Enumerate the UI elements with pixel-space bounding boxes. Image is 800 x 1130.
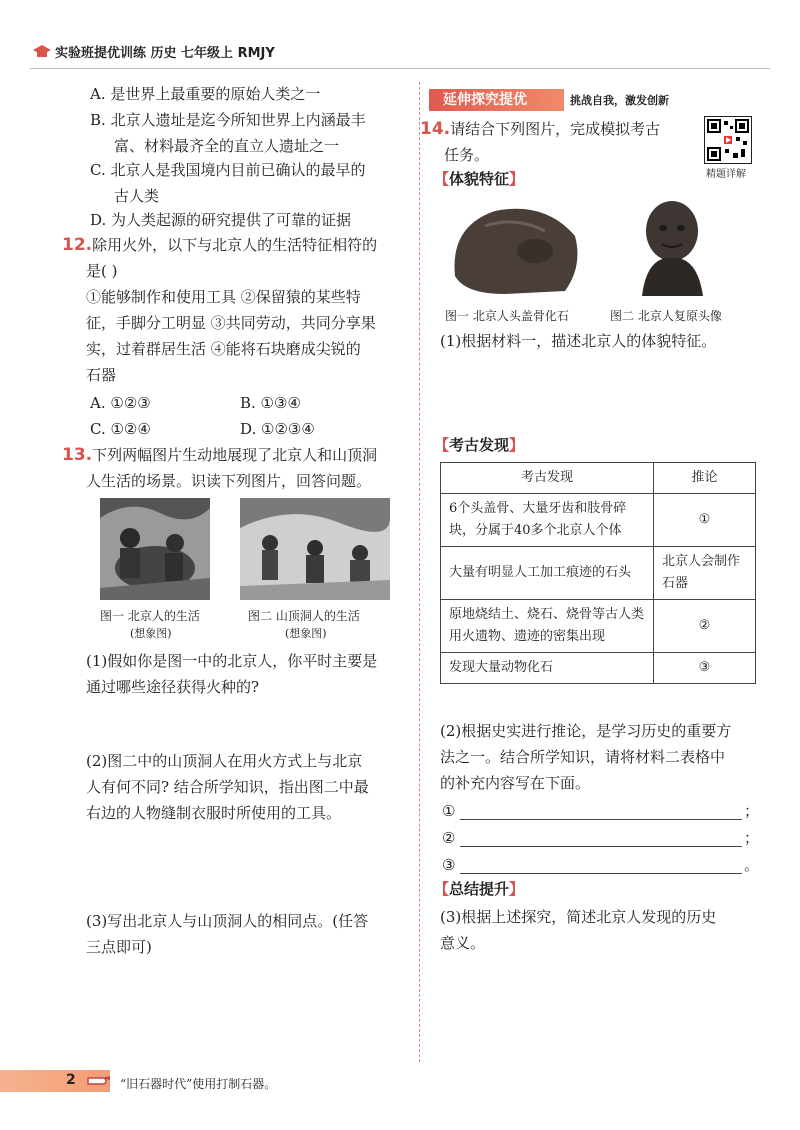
answer-blank-1[interactable]: ① ； — [442, 802, 760, 820]
q12-option-d: D. ①②③④ — [240, 420, 315, 438]
footer-note: “旧石器时代”使用打制石器。 — [120, 1077, 277, 1091]
table-header-row — [441, 463, 756, 494]
q12-option-c: C. ①②④ — [90, 420, 151, 438]
q13-figure2-caption: 图二 山顶洞人的生活 — [248, 609, 360, 623]
table-row: 6个头盖骨、大量牙齿和肢骨碎块，分属于40多个北京人个体 ① — [441, 494, 756, 547]
q13-part1: (1)假如你是图一中的北京人，你平时主要是 通过哪些途径获得火种的? — [86, 652, 378, 696]
peking-man-life-illustration — [100, 498, 210, 600]
page-header-title: 实验班提优训练 历史 七年级上 RMJY — [55, 46, 275, 61]
qr-code-icon[interactable] — [704, 116, 752, 164]
q11-option-d: D. 为人类起源的研究提供了可靠的证据 — [90, 211, 352, 229]
question-13: 13.下列两幅图片生动地展现了北京人和山顶洞 人生活的场景。识读下列图片，回答问题。 — [62, 445, 378, 490]
q11-option-a: A. 是世界上最重要的原始人类之一 — [90, 85, 321, 103]
column-divider — [419, 82, 421, 1062]
q12-option-b: B. ①③④ — [240, 394, 301, 412]
header-divider — [30, 68, 770, 69]
pointing-hand-icon — [86, 1070, 112, 1096]
q14-number: 14. — [420, 119, 451, 139]
q13-figure1-subcaption: (想象图) — [130, 627, 172, 640]
q11-option-b: B. 北京人遗址是迄今所知世界上内涵最丰 富、材料最齐全的直立人遗址之一 — [90, 111, 366, 155]
answer-blank-2[interactable]: ② ； — [442, 829, 760, 847]
table-row: 发现大量动物化石 ③ — [441, 653, 756, 684]
extension-section-subtitle: 挑战自我，激发创新 — [570, 94, 669, 107]
peking-man-bust-image — [627, 196, 717, 300]
table-row: 原地烧结土、烧石、烧骨等古人类用火遗物、遗迹的密集出现 ② — [441, 600, 756, 653]
q11-option-c: C. 北京人是我国境内目前已确认的最早的 古人类 — [90, 161, 366, 205]
q13-part2: (2)图二中的山顶洞人在用火方式上与北京 人有何不同? 结合所学知识，指出图二中最 右边的人物缝制衣服时所使用的工具。 — [86, 752, 369, 822]
section-tag-archaeological-findings: 【考古发现】 — [434, 436, 525, 454]
q14-part2: (2)根据史实进行推论，是学习历史的重要方 法之一。结合所学知识，请将材料二表格中 的补充内容写在下面。 — [440, 722, 732, 792]
q14-part1: (1)根据材料一，描述北京人的体貌特征。 — [440, 332, 717, 350]
q13-figure1-caption: 图一 北京人的生活 — [100, 609, 200, 623]
q14-figure1-caption: 图一 北京人头盖骨化石 — [445, 309, 569, 323]
question-14: 14.请结合下列图片，完成模拟考古 任务。 — [420, 119, 661, 164]
qr-code-label: 精题详解 — [706, 169, 746, 180]
answer-blank-3[interactable]: ③ 。 — [442, 856, 760, 874]
q14-part3: (3)根据上述探究，简述北京人发现的历史 意义。 — [440, 908, 717, 952]
table-header-finding: 考古发现 — [441, 463, 654, 494]
extension-section-banner: 延伸探究提优 — [429, 89, 564, 111]
graduation-cap-icon — [32, 44, 52, 64]
section-tag-physical-features: 【体貌特征】 — [434, 170, 525, 188]
question-12: 12.除用火外，以下与北京人的生活特征相符的 是( ) ①能够制作和使用工具 ②保留猿的某些特 征，手脚分工明显 ③共同劳动，共同分享果 实，过着群居生活 ④能将石块磨成尖锐的 石器 — [62, 235, 378, 384]
q13-number: 13. — [62, 445, 93, 465]
q12-number: 12. — [62, 235, 93, 255]
section-tag-summary: 【总结提升】 — [434, 880, 525, 898]
peking-man-skull-fossil-image — [445, 196, 585, 300]
q12-option-a: A. ①②③ — [90, 394, 151, 412]
upper-cave-man-life-illustration — [240, 498, 390, 600]
table-row: 大量有明显人工加工痕迹的石头 北京人会制作石器 — [441, 547, 756, 600]
q13-part3: (3)写出北京人与山顶洞人的相同点。(任答 三点即可) — [86, 912, 369, 956]
findings-table — [440, 462, 756, 684]
table-header-inference: 推论 — [654, 463, 756, 494]
q14-figure2-caption: 图二 北京人复原头像 — [610, 309, 722, 323]
page-number: 2 — [66, 1072, 76, 1088]
q13-figure2-subcaption: (想象图) — [285, 627, 327, 640]
